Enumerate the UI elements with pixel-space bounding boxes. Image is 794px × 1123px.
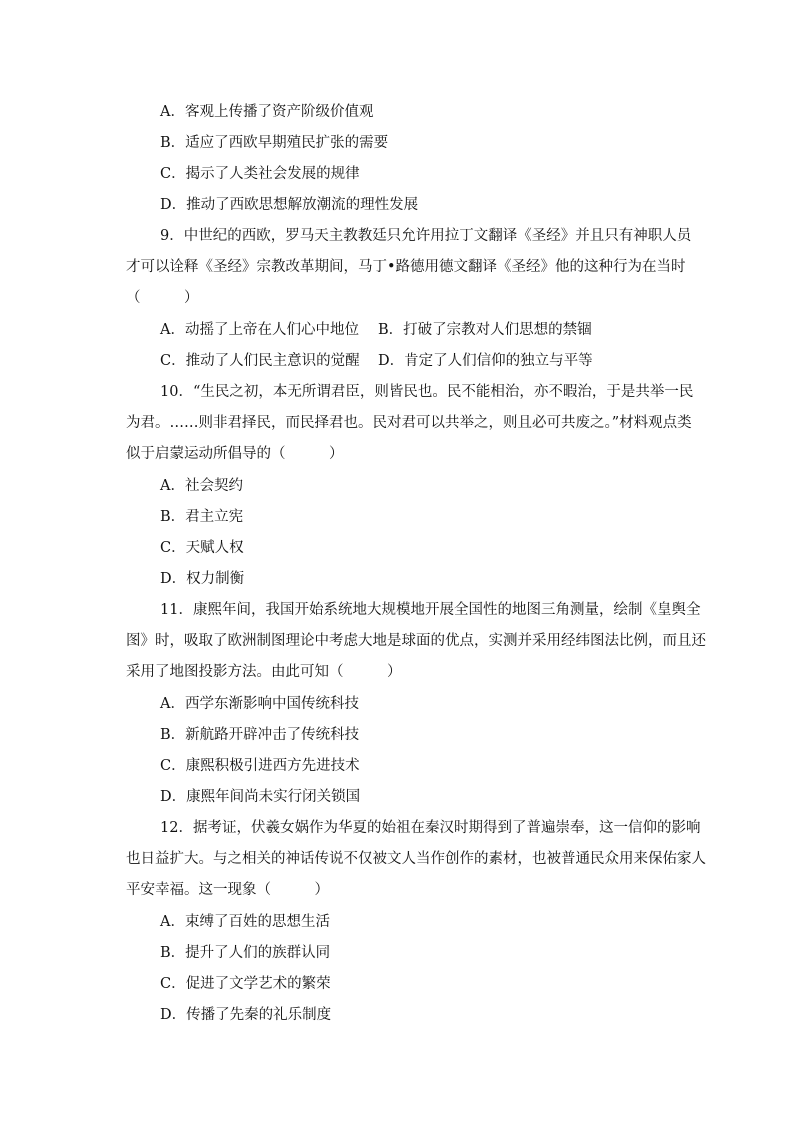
- question-10-line-2: 为君。……则非君择民，而民择君也。民对君可以共举之，则且必可共废之。”材料观点类: [126, 415, 692, 431]
- option-d: D．推动了西欧思想解放潮流的理性发展: [160, 197, 419, 213]
- q9-option-a: A．动摇了上帝在人们心中地位: [160, 322, 359, 338]
- q11-option-b: B．新航路开辟冲击了传统科技: [160, 727, 360, 743]
- question-11-line-2: 图》时，吸取了欧洲制图理论中考虑大地是球面的优点，实测并采用经纬图法比例，而且还: [126, 633, 706, 649]
- q10-option-b: B．君主立宪: [160, 509, 244, 525]
- option-a: A．客观上传播了资产阶级价值观: [160, 104, 374, 120]
- question-12-line-3: 平安幸福。这一现象（ ）: [126, 882, 329, 898]
- q11-option-a: A．西学东渐影响中国传统科技: [160, 696, 359, 712]
- question-12-line-2: 也日益扩大。与之相关的神话传说不仅被文人当作创作的素材，也被普通民众用来保佑家人: [126, 851, 706, 867]
- q12-option-d: D．传播了先秦的礼乐制度: [160, 1007, 332, 1023]
- question-10-line-3: 似于启蒙运动所倡导的（ ）: [126, 446, 344, 462]
- q12-option-b: B．提升了人们的族群认同: [160, 945, 331, 961]
- q10-option-d: D．权力制衡: [160, 571, 245, 587]
- question-11-line-3: 采用了地图投影方法。由此可知（ ）: [126, 664, 402, 680]
- question-12-line-1: 12．据考证，伏羲女娲作为华夏的始祖在秦汉时期得到了普遍崇奉，这一信仰的影响: [160, 820, 701, 836]
- q12-option-c: C．促进了文学艺术的繁荣: [160, 976, 331, 992]
- q9-option-c: C．推动了人们民主意识的觉醒: [160, 353, 360, 369]
- q9-option-b: B．打破了宗教对人们思想的禁锢: [378, 322, 592, 338]
- q11-option-c: C．康熙积极引进西方先进技术: [160, 758, 360, 774]
- q11-option-d: D．康熙年间尚未实行闭关锁国: [160, 789, 361, 805]
- option-c: C．揭示了人类社会发展的规律: [160, 166, 360, 182]
- question-11-line-1: 11．康熙年间，我国开始系统地大规模地开展全国性的地图三角测量，绘制《皇舆全: [160, 602, 701, 618]
- question-10-line-1: 10．“生民之初，本无所谓君臣，则皆民也。民不能相治，亦不暇治，于是共举一民: [160, 384, 694, 400]
- q10-option-a: A．社会契约: [160, 478, 243, 494]
- q10-option-c: C．天赋人权: [160, 540, 244, 556]
- option-b: B．适应了西欧早期殖民扩张的需要: [160, 135, 389, 151]
- question-9-line-2: 才可以诠释《圣经》宗教改革期间，马丁•路德用德文翻译《圣经》他的这种行为在当时: [126, 259, 686, 275]
- question-9-line-3: （ ）: [126, 290, 199, 306]
- q9-option-d: D．肯定了人们信仰的独立与平等: [378, 353, 593, 369]
- question-9-line-1: 9．中世纪的西欧，罗马天主教教廷只允许用拉丁文翻译《圣经》并且只有神职人员: [160, 228, 692, 244]
- q12-option-a: A．束缚了百姓的思想生活: [160, 914, 330, 930]
